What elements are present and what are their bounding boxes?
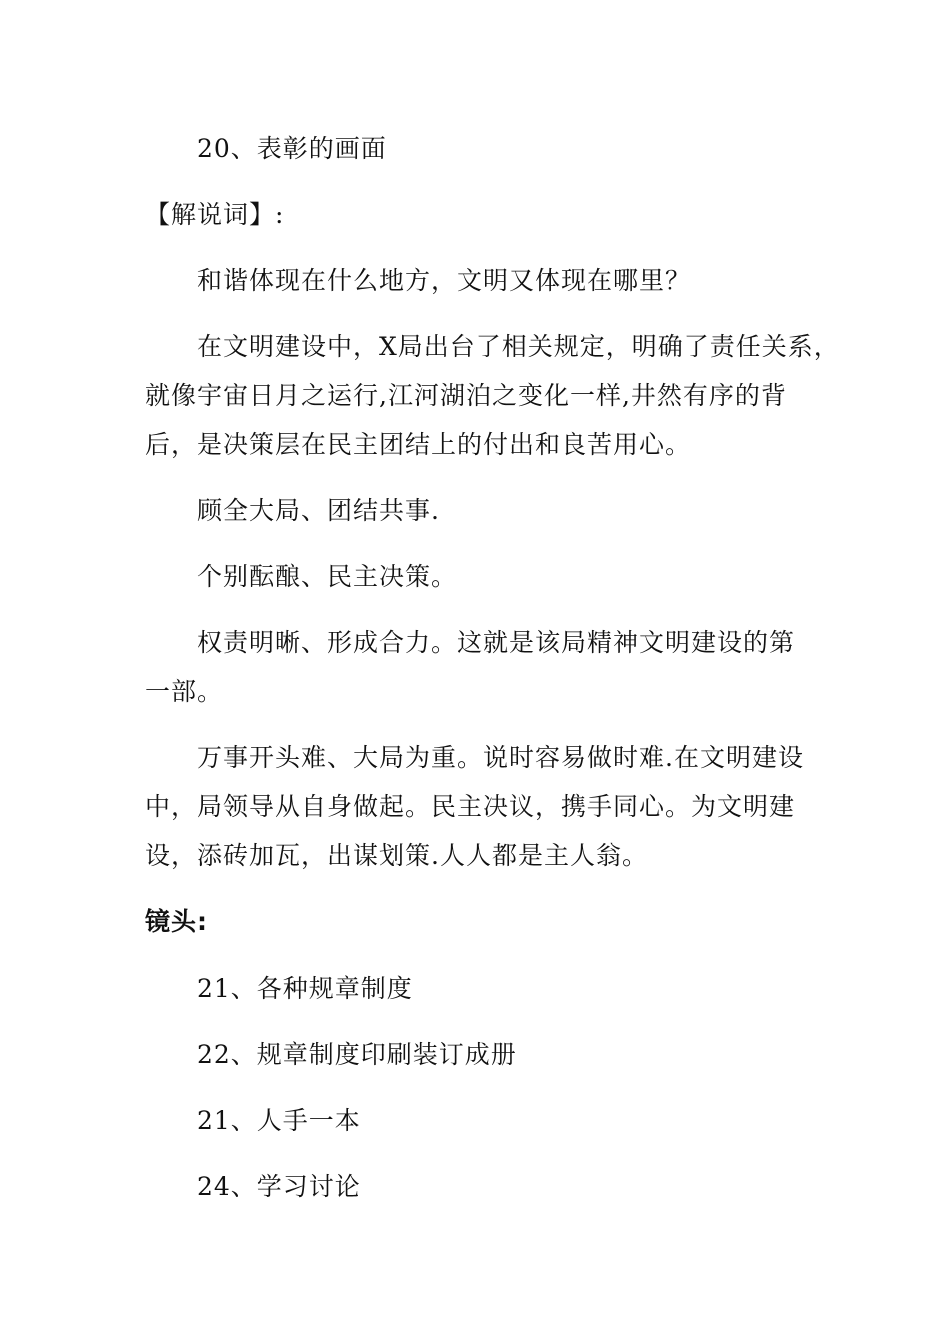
narration-heading: 【解说词】: — [145, 200, 285, 229]
narration-paragraph-5-line-2: 一部。 — [145, 677, 224, 706]
narration-paragraph-5-line-1: 权责明晰、形成合力。这就是该局精神文明建设的第 — [197, 628, 796, 657]
narration-paragraph-2-line-2: 就像宇宙日月之运行,江河湖泊之变化一样,井然有序的背 — [145, 381, 787, 410]
narration-paragraph-2-line-3: 后，是决策层在民主团结上的付出和良苦用心。 — [145, 430, 692, 459]
narration-paragraph-6-line-3: 设，添砖加瓦，出谋划策.人人都是主人翁。 — [145, 841, 648, 870]
narration-paragraph-3: 顾全大局、团结共事. — [197, 496, 440, 525]
shot-item-22: 22、规章制度印刷装订成册 — [197, 1040, 517, 1069]
shot-item-21: 21、各种规章制度 — [197, 974, 413, 1003]
narration-paragraph-1: 和谐体现在什么地方，文明又体现在哪里？ — [197, 266, 692, 295]
shots-heading: 镜头: — [145, 907, 208, 936]
narration-paragraph-6-line-2: 中，局领导从自身做起。民主决议，携手同心。为文明建 — [145, 792, 796, 821]
narration-paragraph-2-line-1: 在文明建设中，X局出台了相关规定，明确了责任关系， — [197, 332, 840, 361]
shot-item-24: 24、学习讨论 — [197, 1172, 361, 1201]
shot-item-20: 20、表彰的画面 — [197, 134, 387, 163]
shot-item-21-second: 21、人手一本 — [197, 1106, 361, 1135]
narration-paragraph-6-line-1: 万事开头难、大局为重。说时容易做时难.在文明建设 — [197, 743, 804, 772]
narration-paragraph-4: 个别酝酿、民主决策。 — [197, 562, 458, 591]
